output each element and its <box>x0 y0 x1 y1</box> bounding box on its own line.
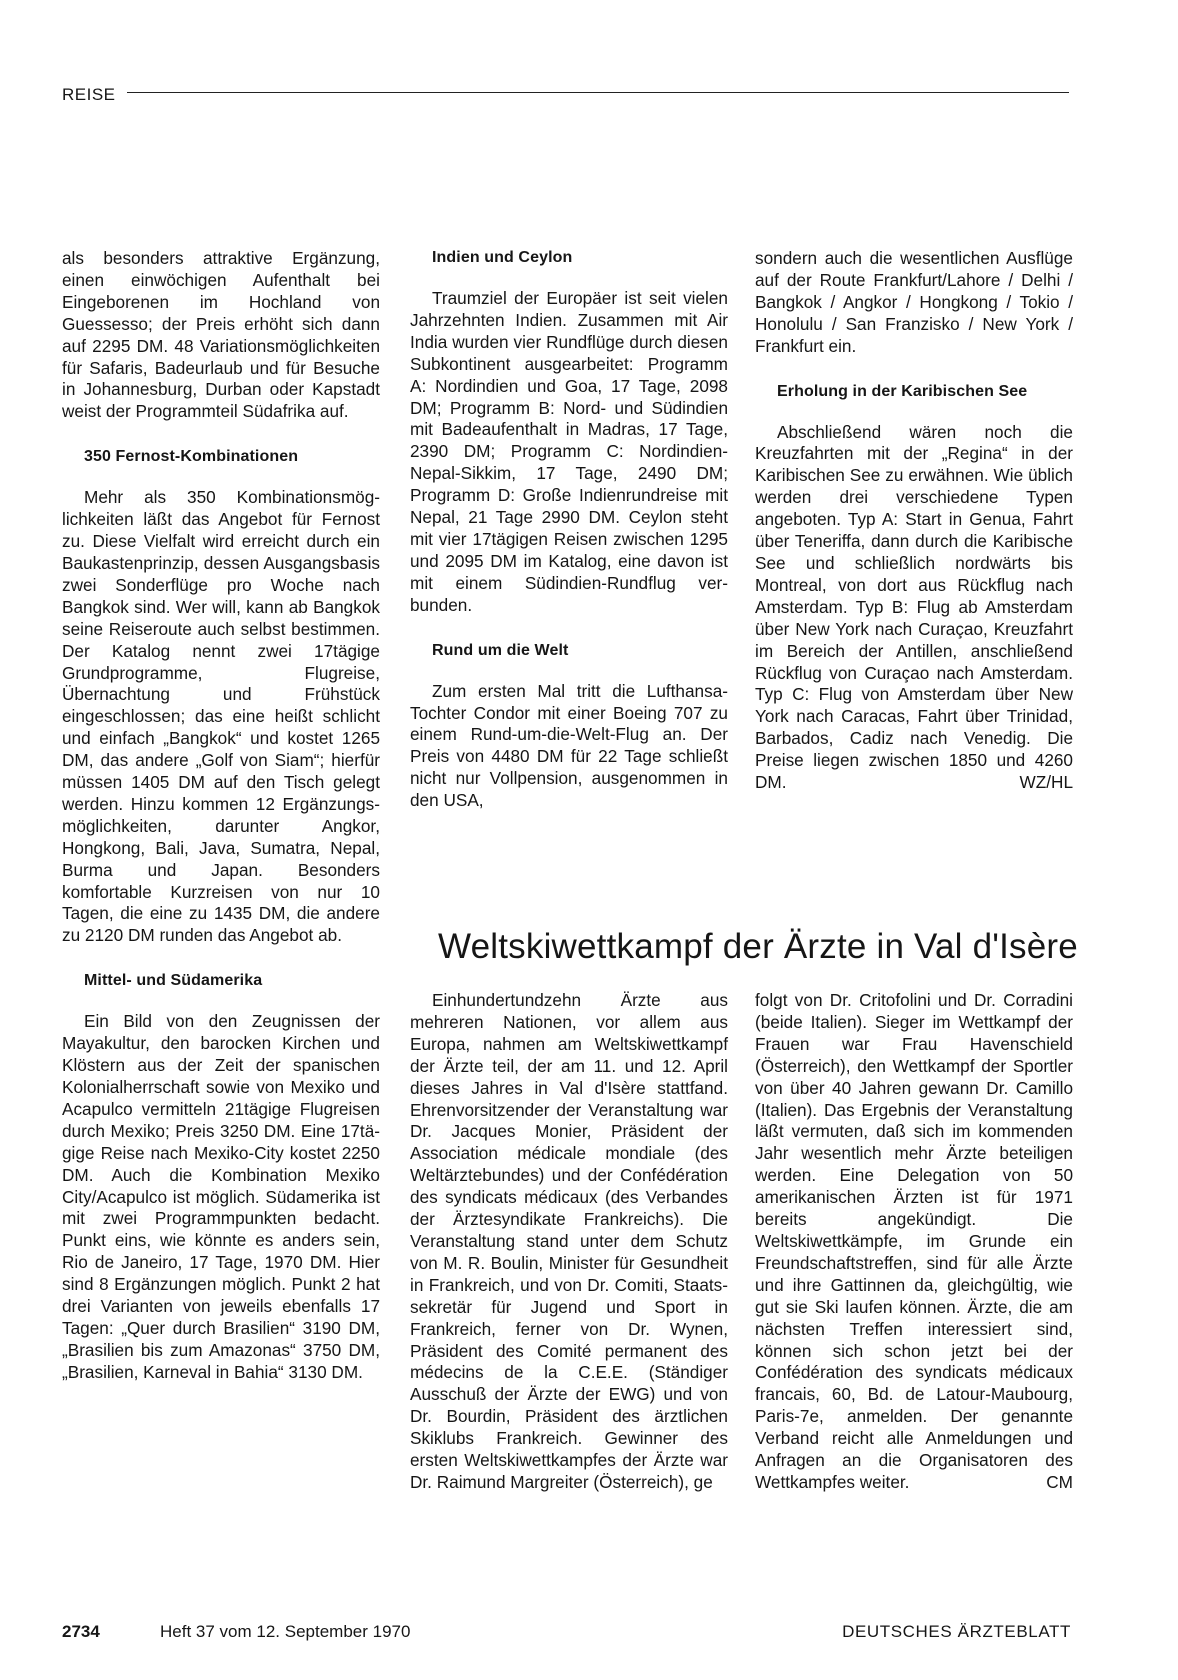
section-label: REISE <box>62 85 116 104</box>
article-column-2 <box>410 248 728 812</box>
subheading: Indien und Ceylon <box>432 249 573 266</box>
publication-name: DEUTSCHES ÄRZTEBLATT <box>842 1622 1071 1641</box>
page-number: 2734 <box>62 1622 100 1641</box>
article2-column-1 <box>410 990 728 1494</box>
paragraph: Mehr als 350 Kombinationsmöglichkeiten läßt das Angebot für Fernost zu. Diese Vielfalt wird erreicht durch ein Baukastenprinzip, dessen Ausgangsbasis zwei Sonderflüge pro Woche nach Bangkok sind. Wer will, kann ab Bangkok seine Reiseroute auch selbst bestimmen. Der Katalog nennt zwei 17tägige Grundprogramme, Flugreise, Übernachtung und Frühstück eingeschlossen; das eine heißt schlicht und einfach „Bangkok“ und kostet 1265 DM, das andere „Golf von Siam“; hierfür müssen 1405 DM auf den Tisch gelegt werden. Hinzu kommen 12 Ergänzungsmöglichkeiten, darunter Angkor, Hongkong, Bali, Java, Sumatra, Nepal, Burma und Japan. Besonders komfortable Kurzreisen von nur 10 Tagen, die eine zu 1435 DM, die andere zu 2120 DM runden das Angebot ab. <box>62 487 380 946</box>
header-rule <box>127 92 1069 93</box>
subheading: Rund um die Welt <box>432 641 569 659</box>
subheading: Mittel- und Südamerika <box>84 972 263 990</box>
article-column-3 <box>755 248 1073 794</box>
author-signature: WZ/HL <box>1019 772 1073 793</box>
paragraph: sondern auch die wesentlichen Ausflüge auf der Route Frankfurt/Lahore / Delhi / Bangkok / Angkor / Hongkong / Tokio / Honolulu / San Franzisko / New York / Frankfurt ein. <box>755 248 1073 356</box>
article-column-1 <box>62 248 380 1384</box>
paragraph: Zum ersten Mal tritt die Lufthansa-Tochter Condor mit einer Boeing 707 zu einem Rund-um-die-Welt-Flug an. Der Preis von 4480 DM für 22 Tage schließt nicht nur Vollpension, ausgenommen in den USA, <box>410 680 728 811</box>
article2-column-2 <box>755 990 1073 1494</box>
paragraph: Einhundertundzehn Ärzte aus mehreren Nationen, vor allem aus Europa, nahmen am Weltskiwettkampf der Ärzte teil, der am 11. und 12. April dieses Jahres in Val d'Isère stattfand. Ehrenvorsitzender der Veranstaltung war Dr. Jacques Monier, Präsident der Association médicale mondiale (des Weltärztebundes) und der Confédération des syndicats médicaux (des Verbandes der Ärztesyndikate Frankreichs). Die Veranstaltung stand unter dem Schutz von M. R. Boulin, Minister für Gesundheit in Frankreich, und von Dr. Comiti, Staatssekretär für Jugend und Sport in Frankreich, ferner von Dr. Wynen, Präsident des Comité permanent des médecins de la C.E.E. (Ständiger Ausschuß der Ärzte der EWG) und von Dr. Bourdin, Präsident des ärztlichen Skiklubs Frankreich. Gewinner des ersten Weltskiwettkampfes der Ärzte war Dr. Raimund Margreiter (Österreich), ge <box>410 990 728 1492</box>
paragraph: Traumziel der Europäer ist seit vielen Jahrzehnten Indien. Zusammen mit Air India wurden vier Rundflüge durch diesen Subkontinent ausgearbeitet: Programm A: Nordindien und Goa, 17 Tage, 2098 DM; Programm B: Nord- und Südindien mit Badeaufenthalt in Madras, 17 Tage, 2390 DM; Programm C: Nordindien-Nepal-Sikkim, 17 Tage, 2490 DM; Programm D: Große Indienrundreise mit Nepal, 21 Tage 2990 DM. Ceylon steht mit vier 17tägigen Reisen zwischen 1295 und 2095 DM im Katalog, eine davon ist mit einem Südindien-Rundflug verbunden. <box>410 288 728 615</box>
paragraph <box>755 990 1073 1494</box>
subheading: Erholung in der Karibischen See <box>777 382 1028 400</box>
subheading: 350 Fernost-Kombinationen <box>84 448 299 466</box>
issue-info: Heft 37 vom 12. September 1970 <box>160 1622 411 1641</box>
paragraph: Ein Bild von den Zeugnissen der Mayakultur, den barocken Kirchen und Klöstern aus der Zeit der spanischen Kolonialherrschaft sowie von Mexiko und Acapulco vermitteln 21tägige Flugreisen durch Mexiko; Preis 3250 DM. Eine 17tägige Reise nach Mexiko-City kostet 2250 DM. Auch die Kombination Mexiko City/Acapulco ist möglich. Südamerika ist mit zwei Programmpunkten bedacht. Punkt eins, wie könnte es anders sein, Rio de Janeiro, 17 Tage, 1970 DM. Hier sind 8 Ergänzungen möglich. Punkt 2 hat drei Varianten von jeweils ebenfalls 17 Tagen: „Quer durch Brasilien“ 3190 DM, „Brasilien bis zum Amazonas“ 3750 DM, „Brasilien, Karneval in Bahia“ 3130 DM. <box>62 1011 380 1382</box>
paragraph-text: Abschließend wären noch die Kreuzfahrten mit der „Regina“ in der Karibischen See zu erwähnen. Wie üblich werden drei verschiedene Typen angeboten. Typ A: Start in Genua, Fahrt über Teneriffa, dann durch die Karibische See und schließlich nordwärts bis Montreal, von dort aus Rückflug nach Amsterdam. Typ B: Flug ab Amsterdam über New York nach Curaçao, Kreuzfahrt im Bereich der Antillen, anschließend Rückflug von Curaçao nach Amsterdam. Typ C: Flug von Amsterdam über New York nach Caracas, Fahrt über Trinidad, Barbados, Cadiz nach Venedig. Die Preise liegen zwischen 1850 und 4260 DM. <box>755 421 1073 793</box>
paragraph <box>755 422 1073 794</box>
paragraph-text: folgt von Dr. Critofolini und Dr. Corradini (beide Italien). Sieger im Wettkampf der Frauen war Frau Havenschield (Österreich), den Wettkampf der Sportler von über 40 Jahren gewann Dr. Camillo (Italien). Das Ergebnis der Veranstaltung läßt vermuten, daß sich im kommenden Jahr wesentlich mehr Ärzte beteiligen werden. Eine Delegation von 50 amerikanischen Ärzten ist für 1971 bereits angekündigt. Die Weltskiwettkämpfe, im Grunde ein Freundschaftstreffen, sind für alle Ärzte und ihre Gattinnen da, gleichgültig, wie gut sie Ski laufen können. Ärzte, die am nächsten Treffen interessiert sind, können sich schon jetzt bei der Confédération des syndicats médicaux francais, 60, Bd. de Latour-Maubourg, Paris-7e, anmelden. Der genannte Verband reicht alle Anmeldungen und Anfragen an die Organisatoren des Wettkampfes weiter. <box>755 990 1073 1492</box>
author-signature: CM <box>1046 1471 1073 1492</box>
paragraph: als besonders attraktive Ergänzung, einen einwöchigen Aufenthalt bei Eingeborenen im Hochland von Guessesso; der Preis erhöht sich dann auf 2295 DM. 48 Variationsmöglichkeiten für Safaris, Badeurlaub und für Besuche in Johannesburg, Durban oder Kapstadt weist der Programmteil Südafrika auf. <box>62 248 380 422</box>
article-headline: Weltskiwettkampf der Ärzte in Val d'Isère <box>438 927 1078 966</box>
